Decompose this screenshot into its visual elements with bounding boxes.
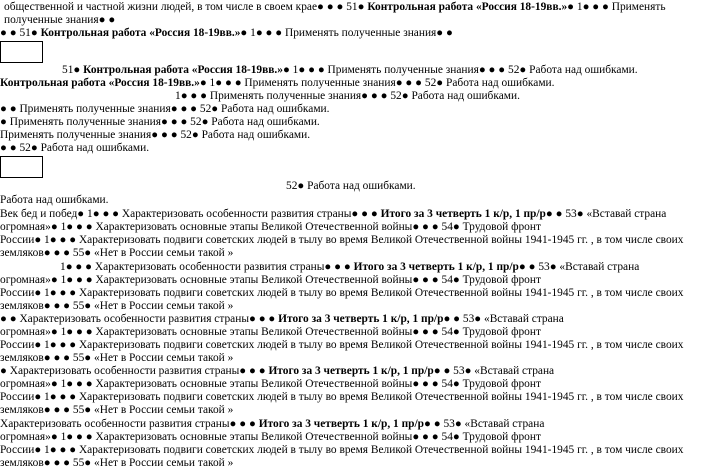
text-line: ● ● Применять полученные знания● ● ● 52● Работа над ошибками. xyxy=(0,103,330,115)
text-line: России● 1● ● ● Характеризовать подвиги советских людей в тылу во время Великой Отечественной войны 1941-1945 гг. , в том числе своих xyxy=(0,234,684,246)
text-line: огромная»● 1● ● ● Характеризовать основные этапы Великой Отечественной войны● ● ● 54● Трудовой фронт xyxy=(0,378,541,390)
text-line: Работа над ошибками. xyxy=(0,194,109,206)
text-line: полученные знания● ● xyxy=(4,14,116,26)
text-line: России● 1● ● ● Характеризовать подвиги советских людей в тылу во время Великой Отечественной войны 1941-1945 гг. , в том числе своих xyxy=(0,287,684,299)
text-line: 1● ● ● Применять полученные знания● ● ● 52● Работа над ошибками. xyxy=(175,90,520,102)
text-line: ● Характеризовать особенности развития страны● ● ● Итого за 3 четверть 1 к/р, 1 пр/р● ● 53● «Вставай страна xyxy=(0,365,555,377)
text-line: огромная»● 1● ● ● Характеризовать основные этапы Великой Отечественной войны● ● ● 54● Трудовой фронт xyxy=(0,274,541,286)
text-line: 52● Работа над ошибками. xyxy=(286,180,416,192)
text-line: Контрольная работа «Россия 18-19вв.»● 1● ● ● Применять полученные знания● ● ● 52● Работа над ошибками. xyxy=(0,77,555,89)
text-line: Характеризовать особенности развития страны● ● ● Итого за 3 четверть 1 к/р, 1 пр/р● ● 53● «Вставай страна xyxy=(0,418,545,430)
text-line: земляков● ● ● 55● «Нет в России семьи такой » xyxy=(0,247,234,259)
empty-box xyxy=(0,41,43,63)
empty-box xyxy=(0,156,43,178)
text-line: земляков● ● ● 55● «Нет в России семьи такой » xyxy=(0,352,234,364)
text-line: Век бед и побед● 1● ● ● Характеризовать особенности развития страны● ● ● Итого за 3 четверть 1 к/р, 1 пр/р● ● 53● «Вставай страна xyxy=(0,208,667,220)
text-line: земляков● ● ● 55● «Нет в России семьи такой » xyxy=(0,404,234,416)
text-line: общественной и частной жизни людей, в том числе в своем крае● ● ● 51● Контрольная работа «Россия 18-19вв.»● 1● ● ● Применять xyxy=(4,1,666,13)
text-line: ● ● 52● Работа над ошибками. xyxy=(0,142,150,154)
text-line: ● Применять полученные знания● ● ● 52● Работа над ошибками. xyxy=(0,116,320,128)
text-line: России● 1● ● ● Характеризовать подвиги советских людей в тылу во время Великой Отечественной войны 1941-1945 гг. , в том числе своих xyxy=(0,339,684,351)
text-line: огромная»● 1● ● ● Характеризовать основные этапы Великой Отечественной войны● ● ● 54● Трудовой фронт xyxy=(0,431,541,443)
text-line: 51● Контрольная работа «Россия 18-19вв.»● 1● ● ● Применять полученные знания● ● ● 52● Работа над ошибками. xyxy=(62,64,638,76)
text-line: земляков● ● ● 55● «Нет в России семьи такой » xyxy=(0,300,234,312)
text-line: 1● ● ● Характеризовать особенности развития страны● ● ● Итого за 3 четверть 1 к/р, 1 пр/р● ● 53● «Вставай страна xyxy=(60,261,640,273)
text-line: ● ● Характеризовать особенности развития страны● ● ● Итого за 3 четверть 1 к/р, 1 пр/р● ● 53● «Вставай страна xyxy=(0,313,564,325)
text-line: России● 1● ● ● Характеризовать подвиги советских людей в тылу во время Великой Отечественной войны 1941-1945 гг. , в том числе своих xyxy=(0,391,684,403)
text-line: огромная»● 1● ● ● Характеризовать основные этапы Великой Отечественной войны● ● ● 54● Трудовой фронт xyxy=(0,326,541,338)
text-line: России● 1● ● ● Характеризовать подвиги советских людей в тылу во время Великой Отечественной войны 1941-1945 гг. , в том числе своих xyxy=(0,444,684,456)
text-line: земляков● ● ● 55● «Нет в России семьи такой » xyxy=(0,457,234,469)
text-line: огромная»● 1● ● ● Характеризовать основные этапы Великой Отечественной войны● ● ● 54● Трудовой фронт xyxy=(0,221,541,233)
text-line: ● ● 51● Контрольная работа «Россия 18-19вв.»● 1● ● ● Применять полученные знания● ● xyxy=(0,27,453,39)
text-line: Применять полученные знания● ● ● 52● Работа над ошибками. xyxy=(0,129,311,141)
